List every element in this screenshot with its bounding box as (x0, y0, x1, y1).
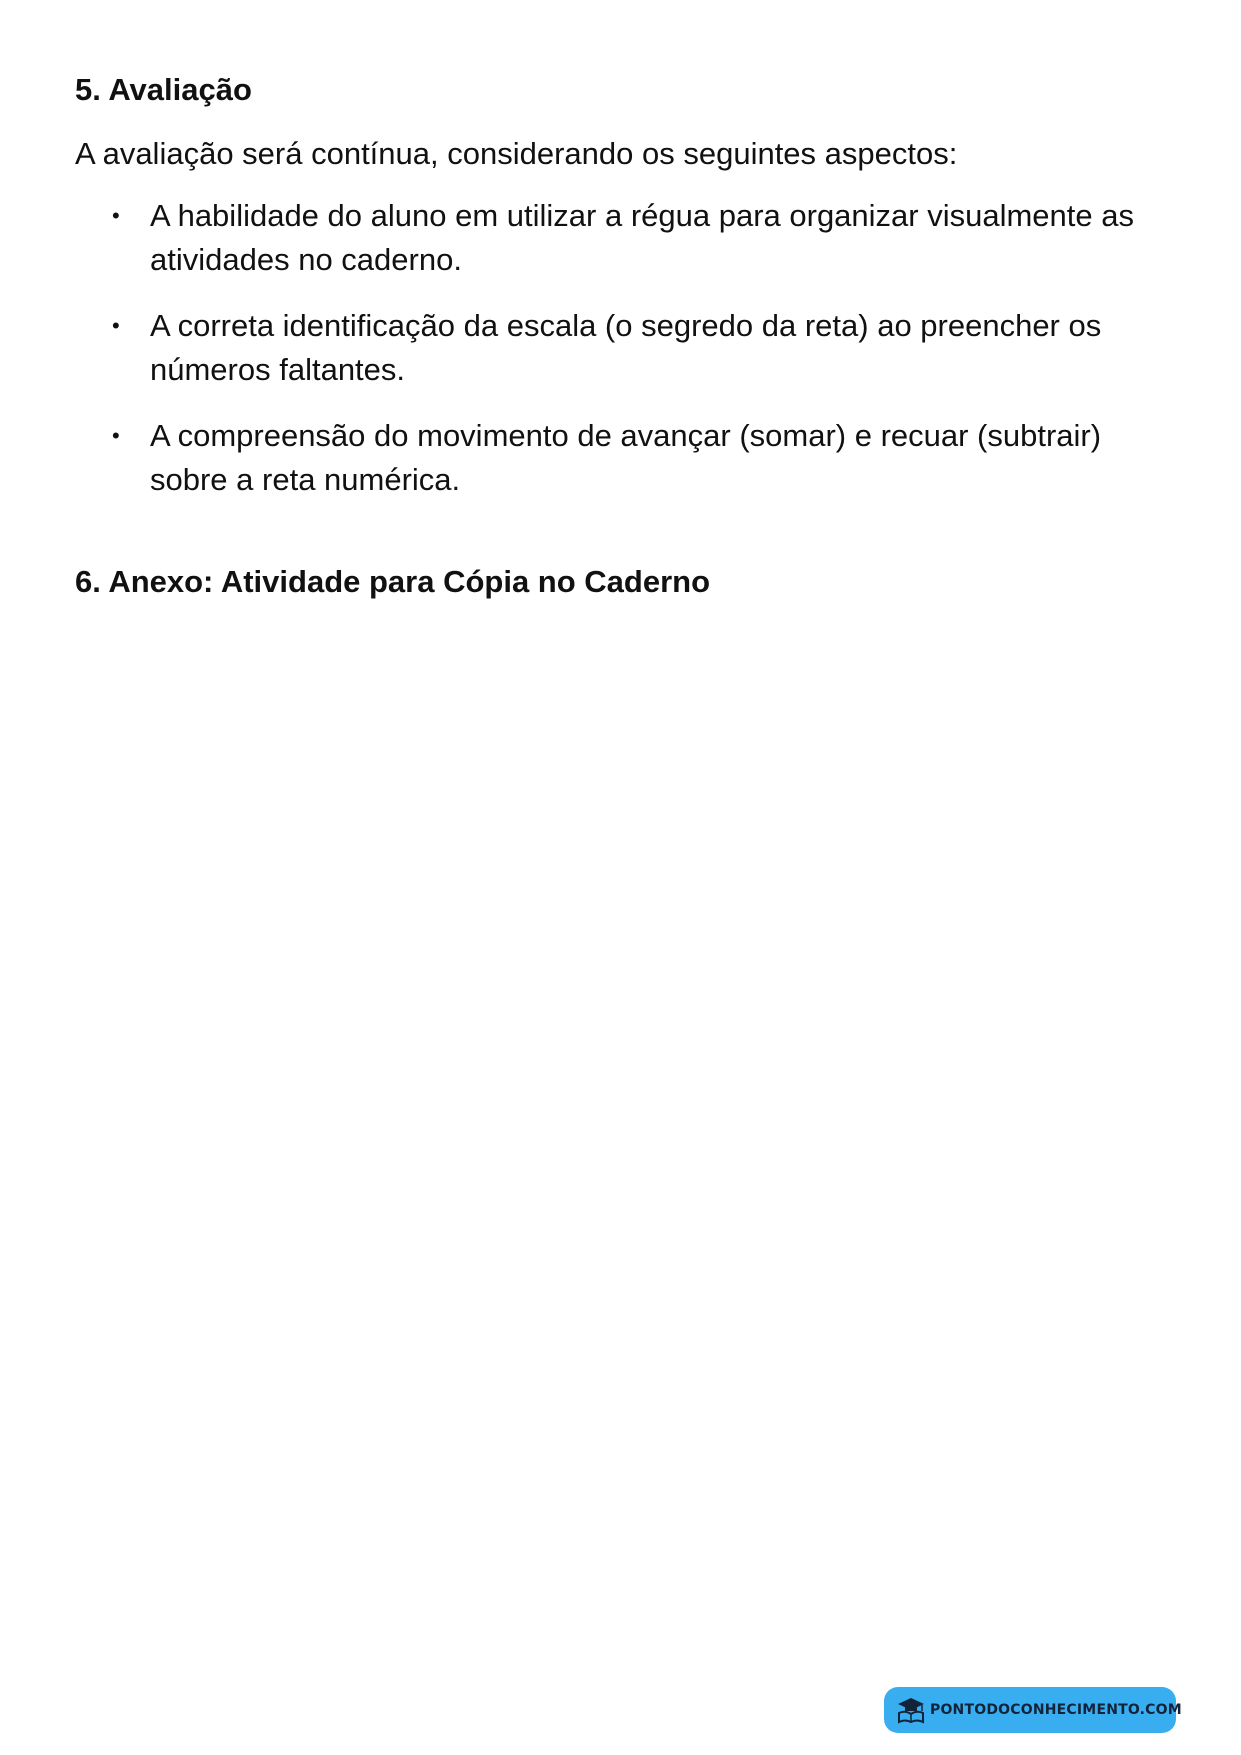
evaluation-aspects-list (75, 194, 1165, 502)
bullet-icon: • (112, 423, 120, 448)
list-item (75, 194, 1165, 282)
list-item-text: A compreensão do movimento de avançar (somar) e recuar (subtrair) sobre a reta numérica. (150, 418, 1102, 497)
list-item-text: A correta identificação da escala (o segredo da reta) ao preencher os números faltantes. (150, 308, 1102, 387)
section-5-intro: A avaliação será contínua, considerando os seguintes aspectos: (75, 136, 958, 171)
section-6-heading: 6. Anexo: Atividade para Cópia no Caderno (75, 564, 711, 599)
section-5-heading: 5. Avaliação (75, 72, 252, 107)
bullet-icon: • (112, 203, 120, 228)
brand-badge[interactable] (884, 1687, 1182, 1733)
page-content (75, 70, 1165, 602)
list-item (75, 304, 1165, 392)
list-item-text: A habilidade do aluno em utilizar a régua para organizar visualmente as atividades no caderno. (150, 198, 1134, 277)
graduation-book-icon (896, 1695, 926, 1725)
brand-text: PONTODOCONHECIMENTO.COM (930, 1702, 1182, 1718)
list-item (75, 414, 1165, 502)
bullet-icon: • (112, 313, 120, 338)
